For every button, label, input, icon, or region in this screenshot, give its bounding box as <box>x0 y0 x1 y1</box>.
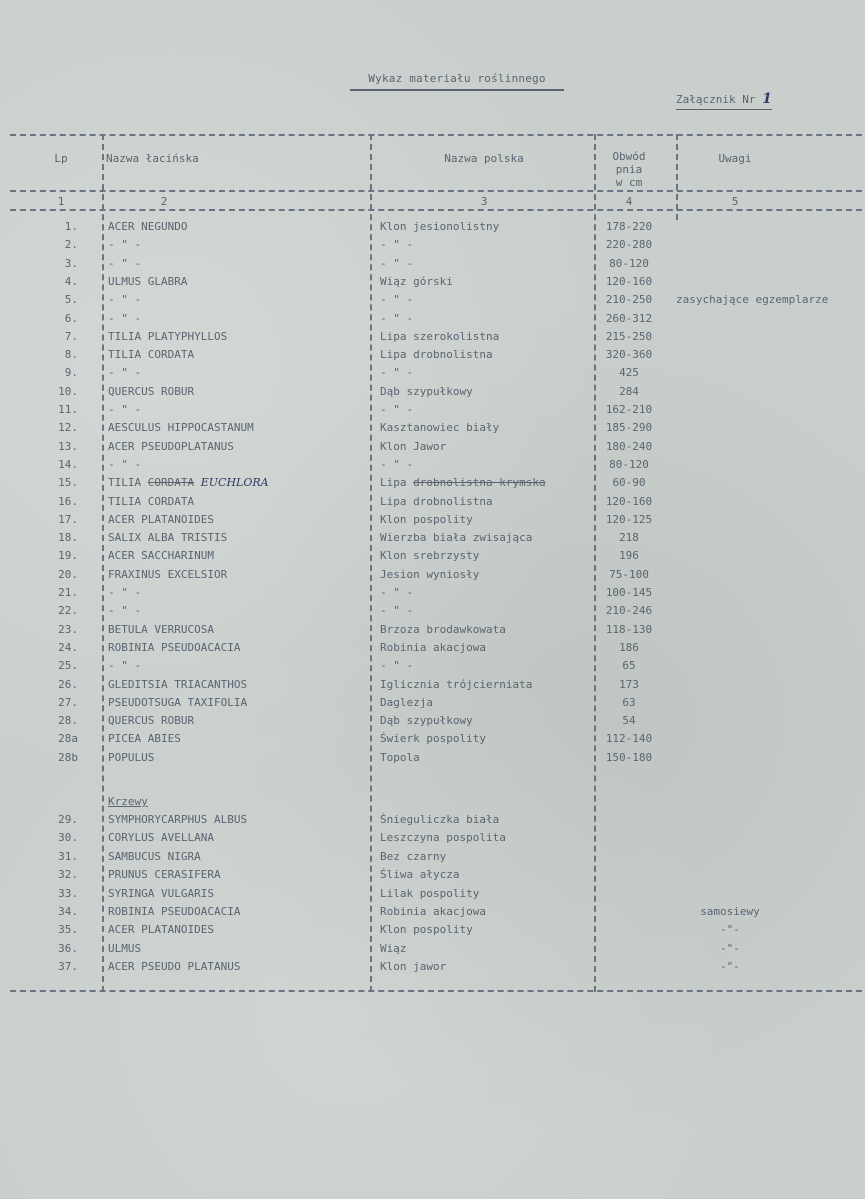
row-latin-name: SAMBUCUS NIGRA <box>108 849 201 863</box>
row-lp: 23. <box>58 622 78 636</box>
row-latin-name <box>108 623 214 636</box>
row-circumference: 185-290 <box>605 421 653 435</box>
row-latin-text: PICEA ABIES <box>108 732 181 746</box>
row-latin-text: FRAXINUS EXCELSIOR <box>108 567 228 581</box>
row-lp: 21. <box>58 586 78 599</box>
row-latin-name <box>108 714 194 727</box>
row-circumference: 63 <box>622 695 636 709</box>
column-divider-lp <box>102 134 104 992</box>
row-notes: -"- <box>720 941 740 955</box>
row-polish-text: - " - <box>380 311 414 325</box>
row-latin-name <box>108 366 141 379</box>
row-latin-text: - " - <box>108 403 142 416</box>
header-bottom-rule <box>10 190 862 192</box>
row-notes: zasychające egzemplarze <box>676 293 829 307</box>
row-circumference: 284 <box>619 384 639 398</box>
row-latin-text: QUERCUS ROBUR <box>108 714 195 728</box>
row-latin-name <box>108 385 194 398</box>
row-polish-name <box>380 641 486 654</box>
row-lp: 28b <box>58 750 78 764</box>
row-polish-name <box>380 275 453 288</box>
row-polish-text: Lipa <box>380 476 407 490</box>
row-polish-text: Świerk pospolity <box>380 732 486 746</box>
row-polish-name: Leszczyna pospolita <box>380 831 506 845</box>
row-latin-struck: CORDATA <box>147 476 195 490</box>
row-circumference: 75-100 <box>609 567 649 581</box>
row-polish-name: Robinia akacjowa <box>380 905 486 918</box>
row-lp: 24. <box>58 640 78 654</box>
row-polish-name <box>380 238 413 251</box>
row-latin-text: QUERCUS ROBUR <box>108 384 195 398</box>
row-lp: 6. <box>64 311 78 325</box>
row-polish-text: Brzoza brodawkowata <box>380 622 506 636</box>
row-latin-name: PRUNUS CERASIFERA <box>108 868 221 882</box>
row-latin-name <box>108 458 141 471</box>
row-circumference: 60-90 <box>612 476 646 490</box>
row-polish-name <box>380 714 473 727</box>
row-circumference: 80-120 <box>609 457 649 471</box>
row-circumference: 150-180 <box>605 750 653 764</box>
row-lp: 5. <box>64 293 78 307</box>
row-latin-name: ACER PSEUDO PLATANUS <box>108 960 241 974</box>
row-latin-name: SYRINGA VULGARIS <box>108 886 214 900</box>
row-circumference: 180-240 <box>605 439 653 453</box>
header-circ-line-2: pnia <box>615 163 643 176</box>
row-polish-text: - " - <box>380 659 414 673</box>
row-latin-name <box>108 330 227 343</box>
row-polish-name <box>380 513 473 526</box>
row-latin-text: PSEUDOTSUGA TAXIFOLIA <box>108 695 248 709</box>
row-lp: 25. <box>58 659 78 673</box>
row-latin-name <box>108 586 141 599</box>
row-latin-name <box>108 293 141 306</box>
row-lp: 33. <box>58 886 78 900</box>
row-polish-name <box>380 549 479 562</box>
row-polish-text: - " - <box>380 366 414 380</box>
row-lp: 11. <box>58 403 78 416</box>
row-latin-text: TILIA PLATYPHYLLOS <box>108 329 228 343</box>
row-lp: 19. <box>58 549 78 563</box>
row-polish-name <box>380 403 413 416</box>
row-polish-text: Klon pospolity <box>380 512 473 526</box>
row-polish-text: Lipa drobnolistna <box>380 494 493 508</box>
row-polish-name: Śliwa ałycza <box>380 868 460 882</box>
row-latin-text: BETULA VERRUCOSA <box>108 622 214 636</box>
row-latin-text: - " - <box>108 311 142 325</box>
annex-label-text: Załącznik Nr <box>676 93 756 106</box>
row-latin-text: - " - <box>108 238 142 252</box>
row-latin-name <box>108 440 234 453</box>
row-polish-name: Bez czarny <box>380 849 447 863</box>
row-polish-text: - " - <box>380 256 414 270</box>
row-latin-name <box>108 549 214 562</box>
row-lp: 16. <box>58 494 78 508</box>
row-circumference: 65 <box>622 659 636 673</box>
row-polish-name <box>380 751 420 764</box>
row-polish-text: - " - <box>380 586 414 599</box>
row-latin-name <box>108 696 247 709</box>
column-number: 1 <box>57 195 65 208</box>
row-circumference: 120-160 <box>605 274 653 288</box>
header-circ-line-3: w cm <box>615 176 643 189</box>
column-number: 4 <box>625 195 633 208</box>
row-latin-name <box>108 641 240 654</box>
row-circumference: 162-210 <box>605 403 653 416</box>
header-polish: Nazwa polska <box>444 152 524 165</box>
row-latin-text: ACER NEGUNDO <box>108 220 188 233</box>
row-circumference: 118-130 <box>605 622 653 636</box>
shrubs-heading: Krzewy <box>108 795 148 808</box>
row-latin-name <box>108 513 214 526</box>
row-latin-text: TILIA <box>108 476 142 490</box>
row-circumference: 215-250 <box>605 329 653 343</box>
row-lp: 20. <box>58 567 78 581</box>
column-number: 5 <box>731 195 739 208</box>
row-lp: 30. <box>58 831 78 845</box>
row-polish-text: Wierzba biała zwisająca <box>380 531 533 545</box>
row-polish-name <box>380 440 446 453</box>
row-latin-name <box>108 220 187 233</box>
row-lp: 26. <box>58 677 78 691</box>
row-latin-text: GLEDITSIA TRIACANTHOS <box>108 677 248 691</box>
row-polish-name <box>380 586 413 599</box>
row-latin-name <box>108 495 194 508</box>
row-polish-text: Klon srebrzysty <box>380 549 480 563</box>
header-lp: Lp <box>54 152 68 165</box>
row-polish-text: Daglezja <box>380 695 433 709</box>
row-lp: 32. <box>58 868 78 882</box>
row-latin-text: - " - <box>108 604 142 618</box>
row-polish-name: Wiąz <box>380 941 407 955</box>
row-polish-text: Dąb szypułkowy <box>380 714 473 728</box>
table-top-rule <box>10 134 862 136</box>
row-latin-name: ACER PLATANOIDES <box>108 923 214 937</box>
row-polish-text: Kasztanowiec biały <box>380 421 500 435</box>
row-polish-name <box>380 293 413 306</box>
row-polish-name <box>380 604 413 617</box>
row-polish-name <box>380 476 546 489</box>
row-lp: 1. <box>64 220 78 233</box>
row-latin-text: POPULUS <box>108 750 155 764</box>
row-latin-name <box>108 476 269 489</box>
row-latin-name <box>108 348 194 361</box>
row-circumference: 112-140 <box>605 732 653 746</box>
row-polish-text: - " - <box>380 403 414 416</box>
row-latin-name <box>108 732 181 745</box>
row-polish-name <box>380 531 532 544</box>
row-circumference: 196 <box>619 549 639 563</box>
row-lp: 7. <box>64 329 78 343</box>
row-latin-name <box>108 403 141 416</box>
row-polish-name: Klon pospolity <box>380 923 473 937</box>
header-circ <box>596 150 662 189</box>
row-circumference: 100-145 <box>605 586 653 599</box>
row-lp: 8. <box>64 348 78 362</box>
row-polish-name <box>380 678 532 691</box>
row-polish-name: Klon jawor <box>380 960 447 974</box>
row-latin-name <box>108 659 141 672</box>
row-polish-name <box>380 568 479 581</box>
row-latin-name <box>108 238 141 251</box>
row-lp: 13. <box>58 439 78 453</box>
row-latin-text: TILIA CORDATA <box>108 494 195 508</box>
annex-number: 1 <box>762 91 772 107</box>
row-latin-name <box>108 604 141 617</box>
row-lp: 34. <box>58 905 78 918</box>
row-latin-name <box>108 531 227 544</box>
row-latin-name <box>108 678 247 691</box>
row-latin-name: CORYLUS AVELLANA <box>108 831 214 845</box>
row-latin-name <box>108 275 187 288</box>
column-divider-circ <box>676 134 678 220</box>
row-latin-name <box>108 312 141 325</box>
row-polish-text: Klon jesionolistny <box>380 220 500 233</box>
row-latin-name <box>108 257 141 270</box>
row-polish-name <box>380 421 499 434</box>
row-circumference: 186 <box>619 640 639 654</box>
row-lp: 28. <box>58 714 78 728</box>
row-lp: 10. <box>58 384 78 398</box>
row-latin-text: - " - <box>108 586 142 599</box>
row-lp: 35. <box>58 923 78 937</box>
row-latin-handwritten: EUCHLORA <box>200 476 269 490</box>
row-polish-name <box>380 257 413 270</box>
row-polish-name <box>380 366 413 379</box>
header-notes: Uwagi <box>718 152 752 165</box>
row-polish-text: Iglicznia trójcierniata <box>380 677 533 691</box>
row-latin-text: - " - <box>108 366 142 380</box>
row-polish-name <box>380 458 413 471</box>
column-number: 3 <box>480 195 488 208</box>
row-circumference: 80-120 <box>609 256 649 270</box>
column-divider-latin <box>370 134 372 992</box>
row-polish-name <box>380 696 433 709</box>
row-notes: -"- <box>720 923 740 937</box>
row-latin-text: - " - <box>108 457 142 471</box>
row-polish-name <box>380 495 493 508</box>
colnum-bottom-rule <box>10 209 862 211</box>
column-number: 2 <box>160 195 168 208</box>
row-lp: 4. <box>64 274 78 288</box>
row-polish-name <box>380 220 499 233</box>
row-circumference: 120-125 <box>605 512 653 526</box>
row-polish-struck: drobnolistna krymska <box>413 476 546 490</box>
row-polish-text: Robinia akacjowa <box>380 640 486 654</box>
row-circumference: 320-360 <box>605 348 653 362</box>
annex-label <box>676 91 772 110</box>
row-polish-name <box>380 330 499 343</box>
row-circumference: 220-280 <box>605 238 653 252</box>
row-latin-text: SALIX ALBA TRISTIS <box>108 531 228 545</box>
row-latin-name <box>108 421 254 434</box>
row-polish-name <box>380 623 506 636</box>
row-circumference: 425 <box>619 366 639 380</box>
row-lp: 18. <box>58 531 78 545</box>
row-notes: samosiewy <box>700 905 760 918</box>
row-latin-text: - " - <box>108 659 142 673</box>
row-polish-text: Dąb szypułkowy <box>380 384 473 398</box>
row-latin-text: - " - <box>108 256 142 270</box>
row-polish-name: Lilak pospolity <box>380 886 480 900</box>
row-lp: 3. <box>64 256 78 270</box>
row-lp: 2. <box>64 238 78 252</box>
row-circumference: 173 <box>619 677 639 691</box>
row-circumference: 178-220 <box>605 220 653 233</box>
row-polish-text: - " - <box>380 238 414 252</box>
row-latin-text: TILIA CORDATA <box>108 348 195 362</box>
row-latin-name: ROBINIA PSEUDOACACIA <box>108 905 241 918</box>
row-latin-name <box>108 751 154 764</box>
row-polish-name <box>380 312 413 325</box>
row-latin-text: ACER PLATANOIDES <box>108 512 214 526</box>
header-circ-line-1: Obwód <box>612 150 646 163</box>
row-lp: 27. <box>58 695 78 709</box>
row-lp: 31. <box>58 849 78 863</box>
row-latin-text: ACER PSEUDOPLATANUS <box>108 439 234 453</box>
row-lp: 14. <box>58 457 78 471</box>
row-lp: 29. <box>58 813 78 826</box>
row-polish-text: Jesion wyniosły <box>380 567 480 581</box>
row-latin-name: ULMUS <box>108 941 142 955</box>
row-circumference: 260-312 <box>605 311 653 325</box>
row-polish-name <box>380 659 413 672</box>
row-polish-text: - " - <box>380 293 414 307</box>
row-latin-text: ROBINIA PSEUDOACACIA <box>108 640 241 654</box>
row-polish-name <box>380 385 473 398</box>
row-notes: -"- <box>720 960 740 974</box>
row-lp: 22. <box>58 604 78 618</box>
row-circumference: 218 <box>619 531 639 545</box>
row-latin-name <box>108 568 227 581</box>
row-lp: 15. <box>58 476 78 490</box>
row-lp: 9. <box>64 366 78 380</box>
row-polish-name: Śnieguliczka biała <box>380 813 500 826</box>
row-polish-text: Wiąz górski <box>380 274 453 288</box>
row-latin-text: ULMUS GLABRA <box>108 274 188 288</box>
table-bottom-rule <box>10 990 862 992</box>
row-polish-text: Klon Jawor <box>380 439 447 453</box>
header-latin: Nazwa łacińska <box>106 152 199 165</box>
row-latin-name: SYMPHORYCARPHUS ALBUS <box>108 813 248 826</box>
row-lp: 12. <box>58 421 78 435</box>
row-polish-name <box>380 732 486 745</box>
row-polish-text: Lipa drobnolistna <box>380 348 493 362</box>
row-circumference: 210-250 <box>605 293 653 307</box>
row-polish-name <box>380 348 493 361</box>
row-latin-text: ACER SACCHARINUM <box>108 549 214 563</box>
row-polish-text: - " - <box>380 457 414 471</box>
row-lp: 28a <box>58 732 78 746</box>
row-circumference: 210-246 <box>605 604 653 618</box>
row-latin-text: - " - <box>108 293 142 307</box>
row-polish-text: Topola <box>380 750 420 764</box>
row-lp: 17. <box>58 512 78 526</box>
row-lp: 37. <box>58 960 78 974</box>
row-polish-text: Lipa szerokolistna <box>380 329 500 343</box>
row-polish-text: - " - <box>380 604 414 618</box>
row-circumference: 120-160 <box>605 494 653 508</box>
row-circumference: 54 <box>622 714 636 728</box>
document-title: Wykaz materiału roślinnego <box>350 72 564 91</box>
row-lp: 36. <box>58 941 78 955</box>
row-latin-text: AESCULUS HIPPOCASTANUM <box>108 421 254 435</box>
